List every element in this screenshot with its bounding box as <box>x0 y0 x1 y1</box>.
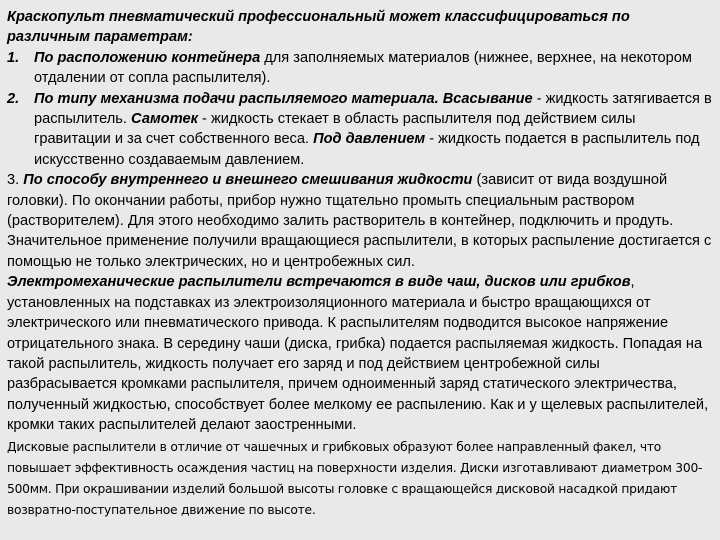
list-item-title: По расположению контейнера <box>34 49 261 66</box>
list-item-text: (зависит от вида воздушной головки). По окончании работы, прибор нужно тщательно промыть специальным раствором (растворителем). Для этого необходимо залить растворитель в контейнер, подключить и продуть. <box>7 172 674 230</box>
paragraph-text: , установленных на подставках из электроизоляционного материала и быстро вращающихся от электрического или пневматического привода. К распылителям подводится высокое напряжение отрицательного знака. В середину чаши (диска, грибка) подается распыляемая жидкость. Попадая на такой распылитель, жидкость получает его заряд и под действием центробежной силы разбрасывается кромками распылителя, причем одноименный заряд статического электричества, полученный жидкостью, способствует более мелкому ее распылению. Как и у щелевых распылителей, кромки таких распылителей делают заостренными. <box>7 274 709 434</box>
term-pressure-text: - жидкость подается в распылитель под искусственно создаваемым давлением. <box>34 131 700 168</box>
paragraph-rotary-atomizers: Значительное применение получили вращающиеся распылители, в которых распыление достигается с помощью не только электрических, но и центробежных сил. <box>7 233 712 270</box>
list-item-text: для заполняемых материалов (нижнее, верхнее, на некотором отдалении от сопла распылителя). <box>34 49 692 87</box>
paragraph-title: Электромеханические распылители встречаются в виде чаш, дисков или грибков <box>7 274 631 291</box>
term-gravity-text: - жидкость стекает в область распылителя под действием силы гравитации и за счет собственного веса. <box>34 111 636 148</box>
list-item-title: По способу внутреннего и внешнего смешивания жидкости <box>23 172 473 189</box>
paragraph-disk-atomizers: Дисковые распылители в отличие от чашечных и грибковых образуют более направленный факел, что повышает эффективность осаждения частиц на поверхности изделия. Диски изготавливают диаметром 300-500мм. При окрашивании изделий большой высоты головке с вращающейся дисковой насадкой придают возвратно-поступательное движение по высоте. <box>7 439 703 517</box>
list-number: 2. <box>7 90 20 107</box>
term-suction-text: - жидкость затягивается в распылитель. <box>34 90 712 128</box>
term-gravity: Самотек <box>130 111 198 128</box>
list-number: 3. <box>7 172 24 189</box>
list-number: 1. <box>7 49 20 66</box>
list-item-title: По типу механизма подачи распыляемого материала. <box>34 90 439 107</box>
list-item-feed-mechanism <box>7 89 713 171</box>
term-pressure: Под давлением <box>313 131 426 148</box>
term-suction: Всасывание <box>442 90 533 107</box>
slide-heading: Краскопульт пневматический профессиональный может классифицироваться по различным параметрам: <box>7 9 630 46</box>
slide-content <box>7 7 713 521</box>
list-item-mixing-method <box>7 170 713 231</box>
list-item-container-location <box>7 48 713 89</box>
paragraph-electromechanical <box>7 272 713 435</box>
